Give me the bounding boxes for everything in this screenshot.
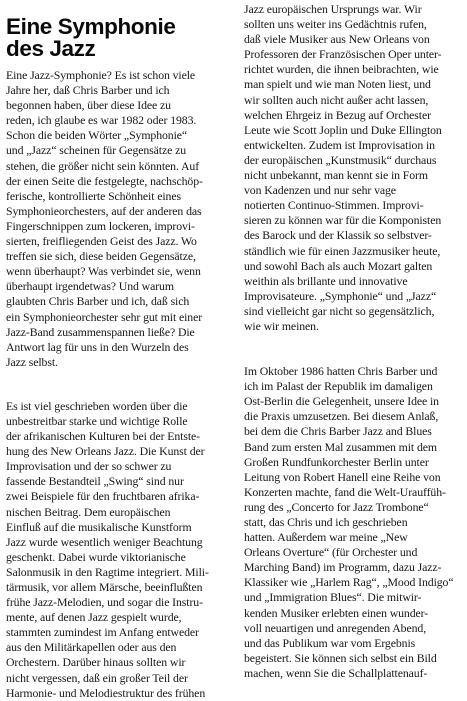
text-line: statt, das Chris und ich geschrieben <box>244 515 408 529</box>
text-line: ferische, kontrollierte Schönheit eines <box>6 188 181 203</box>
text-line: aus den Militärkapellen oder aus den <box>6 640 177 655</box>
text-line: geschenkt. Dabei wurde viktorianische <box>6 549 186 564</box>
text-line: sierten, freifliegenden Geist des Jazz. Wo <box>6 234 197 249</box>
text-line: Im Oktober 1986 hatten Chris Barber und <box>244 364 438 379</box>
text-line: wie wir meinen. <box>244 318 319 333</box>
text-line: Ost-Berlin die Gelegenheit, unsere Idee in <box>244 394 439 409</box>
text-line: begeistert. Sie können sich selbst ein Bild <box>244 650 437 665</box>
text-line: treffen sie sich, diese beiden Gegensätze, <box>6 249 196 264</box>
text-line: Leute wie Scott Joplin und Duke Ellington <box>244 122 442 137</box>
text-line: notierten Continuo-Stimmen. Improvi- <box>244 198 424 213</box>
title-line: des Jazz <box>6 36 96 61</box>
text-line: Jazz wurde wesentlich weniger Beachtung <box>6 534 203 549</box>
text-line: zwei Beispiele für den fruchtbaren afrika- <box>6 489 200 504</box>
text-line: die Praxis umzusetzen. Bei diesem Anlaß, <box>244 409 439 424</box>
text-line: weithin als brillante und innovative <box>244 273 408 288</box>
text-line: der einen Seite die festgelegte, nachschöp- <box>6 173 203 188</box>
text-line: kenden Musiker erlebten einen wunder- <box>244 605 429 620</box>
text-line: Schon die beiden Wörter „Symphonie“ <box>6 128 188 143</box>
text-line: Antwort lag für uns in den Wurzeln des <box>6 339 189 354</box>
text-line: hatten. Außerdem war meine „New <box>244 530 408 545</box>
text-line: ständlich wie für einen Jazzmusiker heute, <box>244 243 441 258</box>
text-line: fassende Bestandteil „Swing“ sind nur <box>6 474 184 489</box>
text-line: nischen Beitrag. Dem europäischen <box>6 504 171 519</box>
text-line: des Barock und der Klassik so selbstver- <box>244 228 432 243</box>
text-line: Band zum ersten Mal zusammen mit dem <box>244 439 437 454</box>
text-line: Jazz-Band zusammenspannen ließe? Die <box>6 324 195 339</box>
text-line: begonnen haben, über diese Idee zu <box>6 98 171 113</box>
text-line: Marching Band) im Programm, dazu Jazz- <box>244 560 442 575</box>
text-line: voll neuartigen und anregenden Abend, <box>244 620 427 635</box>
text-line: und sowohl Bach als auch Mozart galten <box>244 258 433 273</box>
text-line: sieren zu können war für die Komponisten <box>244 213 442 228</box>
text-line: stehen, die größer nicht sein könnten. Auf <box>6 158 200 173</box>
text-line: nicht vergessen, daß ein großer Teil der <box>6 670 188 685</box>
text-line: Salonmusik in den Ragtime integriert. Mili- <box>6 564 209 579</box>
text-line: Fingerschnippen zum lockeren, improvi- <box>6 218 195 233</box>
text-line: stammten zumindest im Anfang entweder <box>6 625 199 640</box>
text-line: entwickelten. Zudem ist Improvisation in <box>244 137 435 152</box>
text-line: Es ist viel geschrieben worden über die <box>6 398 188 413</box>
text-line: man spielt und wie man Noten liest, und <box>244 77 431 92</box>
text-line: Einfluß auf die musikalische Kunstform <box>6 519 192 534</box>
text-line: Improvisateure. „Symphonie“ und „Jazz“ <box>244 288 437 303</box>
text-line: nicht unbekannt, man kennt sie in Form <box>244 168 428 183</box>
text-line: ich im Palast der Republik im damaligen <box>244 379 433 394</box>
text-line: Konzerten machte, fand die Welt-Urauffüh- <box>244 484 446 499</box>
text-line: Professoren der Französischen Oper unter- <box>244 47 442 62</box>
text-line: und „Jazz“ scheinen für Gegensätze zu <box>6 143 187 158</box>
text-line: Klassiker wie „Harlem Rag“, „Mood Indigo“ <box>244 575 454 590</box>
text-line: wir sollten auch nicht außer acht lassen, <box>244 92 429 107</box>
text-line: Orchestern. Darüber hinaus sollten wir <box>6 655 186 670</box>
text-line: richtet wurden, die ihnen beibrachten, wie <box>244 62 439 77</box>
text-line: Improvisation und der so schwer zu <box>6 459 172 474</box>
text-line: überhaupt irgendetwas? Und warum <box>6 279 174 294</box>
text-line: mente, auf denen Jazz gespielt wurde, <box>6 610 182 625</box>
text-line: frühe Jazz-Melodien, und sogar die Instru- <box>6 595 203 610</box>
text-line: Jazz selbst. <box>6 354 58 369</box>
text-line: tärmusik, vor allem Märsche, beeinflußten <box>6 580 203 594</box>
text-line: welchen Ehrgeiz in Bezug auf Orchester <box>244 107 431 122</box>
text-line: rung des „Concerto for Jazz Trombone“ <box>244 499 429 514</box>
text-line: sind vielleicht gar nicht so gegensätzlich, <box>244 303 435 318</box>
text-line: unbestreitbar starke und wichtige Rolle <box>6 413 188 428</box>
text-line: von Kadenzen und nur sehr vage <box>244 183 396 198</box>
text-line: machen, wenn Sie die Schallplattenauf- <box>244 665 428 680</box>
text-line: wenn überhaupt? Was verbindet sie, wenn <box>6 264 201 279</box>
text-line: der afrikanischen Kulturen bei der Entste- <box>6 429 200 444</box>
text-line: Harmonie- und Melodiestruktur des frühen <box>6 685 206 700</box>
text-line: Symphonieorchesters, auf der anderen das <box>6 203 202 218</box>
text-line: daß viele Musiker aus New Orleans von <box>244 32 430 47</box>
text-line: Großen Rundfunkorchester Berlin unter <box>244 454 429 469</box>
left-paragraph-2 <box>6 399 227 701</box>
text-line: sollten uns weiter ins Gedächtnis rufen, <box>244 17 427 32</box>
text-line: hung des New Orleans Jazz. Die Kunst der <box>6 444 205 459</box>
left-column <box>6 0 227 701</box>
text-line: Jazz europäischen Ursprungs war. Wir <box>244 2 422 16</box>
text-line: Orleans Overture“ (für Orchester und <box>244 545 418 560</box>
text-line: reden, ich glaube es war 1982 oder 1983. <box>6 113 197 128</box>
text-line: Eine Jazz-Symphonie? Es ist schon viele <box>6 68 196 82</box>
article-title <box>6 16 227 60</box>
text-line: und „Immigration Blues“. Die mitwir- <box>244 590 422 605</box>
right-paragraph-1 <box>244 2 464 334</box>
text-line: Leitung von Robert Hanell eine Reihe von <box>244 469 441 484</box>
left-paragraph-1 <box>6 68 227 370</box>
right-paragraph-2 <box>244 364 464 681</box>
right-column <box>244 0 464 681</box>
title-line: Eine Symphonie <box>6 14 176 39</box>
text-line: ein Symphonieorchester sehr gut mit einer <box>6 309 203 324</box>
text-line: Jahre her, daß Chris Barber und ich <box>6 83 170 98</box>
text-line: und das Publikum war vom Ergebnis <box>244 635 416 650</box>
text-line: glaubten Chris Barber und ich, daß sich <box>6 294 190 309</box>
text-line: der europäischen „Kunstmusik“ durchaus <box>244 152 437 167</box>
text-line: bei dem die Chris Barber Jazz and Blues <box>244 424 432 439</box>
